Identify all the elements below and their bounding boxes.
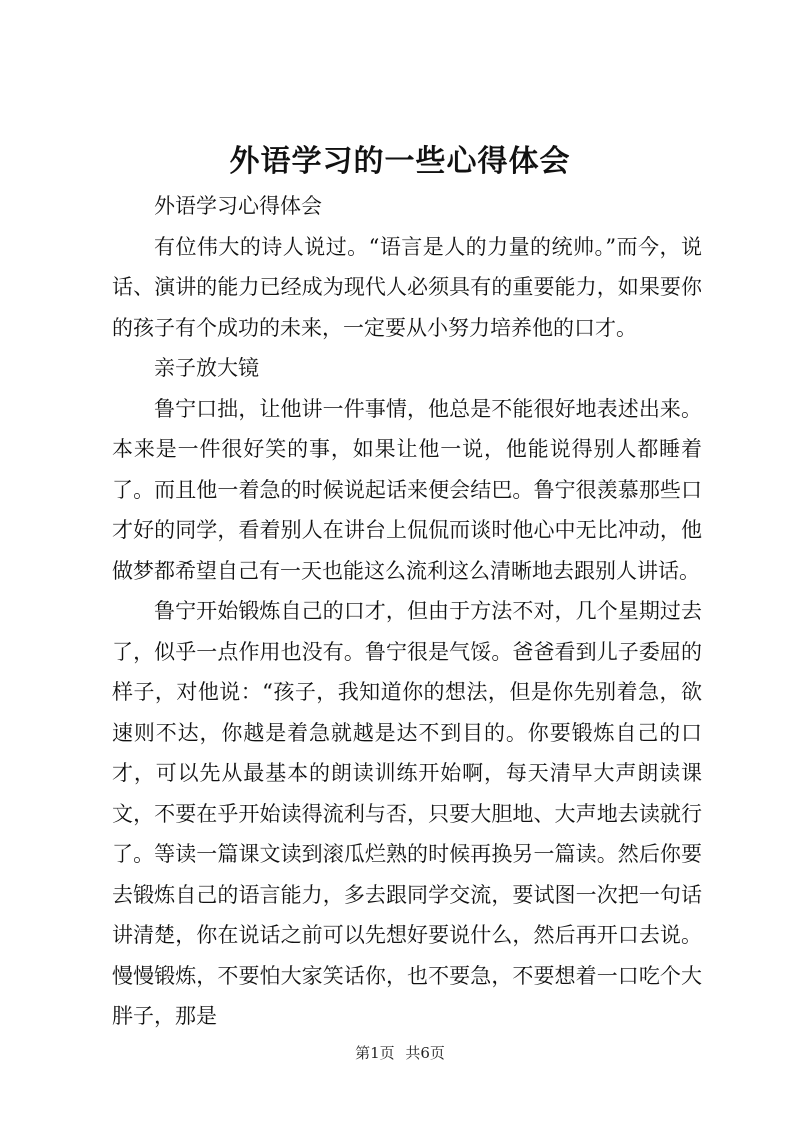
document-body (112, 186, 702, 1037)
paragraph-section-heading: 亲子放大镜 (154, 356, 259, 380)
document-title: 外语学习的一些心得体会 (229, 144, 571, 179)
page-footer (0, 1043, 800, 1063)
paragraph-intro: 有位伟大的诗人说过。“语言是人的力量的统帅。”而今，说话、演讲的能力已经成为现代人必须具有的重要能力，如果要你的孩子有个成功的未来，一定要从小努力培养他的口才。 (112, 234, 702, 340)
paragraph-advice: 鲁宁开始锻炼自己的口才，但由于方法不对，几个星期过去了，似乎一点作用也没有。鲁宁很是气馁。爸爸看到儿子委屈的样子，对他说：“孩子，我知道你的想法，但是你先别着急，欲速则不达，你越是着急就越是达不到目的。你要锻炼自己的口才，可以先从最基本的朗读训练开始啊，每天清早大声朗读课文，不要在乎开始读得流利与否，只要大胆地、大声地去读就行了。等读一篇课文读到滚瓜烂熟的时候再换另一篇读。然后你要去锻炼自己的语言能力，多去跟同学交流，要试图一次把一句话讲清楚，你在说话之前可以先想好要说什么，然后再开口去说。慢慢锻炼，不要怕大家笑话你，也不要急，不要想着一口吃个大胖子，那是 (112, 599, 702, 1028)
paragraph-story: 鲁宁口拙，让他讲一件事情，他总是不能很好地表述出来。本来是一件很好笑的事，如果让他一说，他能说得别人都睡着了。而且他一着急的时候说起话来便会结巴。鲁宁很羡慕那些口才好的同学，看着别人在讲台上侃侃而谈时他心中无比冲动，他做梦都希望自己有一天也能这么流利这么清晰地去跟别人讲话。 (112, 396, 702, 583)
page-number: 第1页 (355, 1044, 395, 1062)
page-total: 共6页 (405, 1044, 445, 1062)
paragraph-subtitle: 外语学习心得体会 (154, 194, 322, 218)
